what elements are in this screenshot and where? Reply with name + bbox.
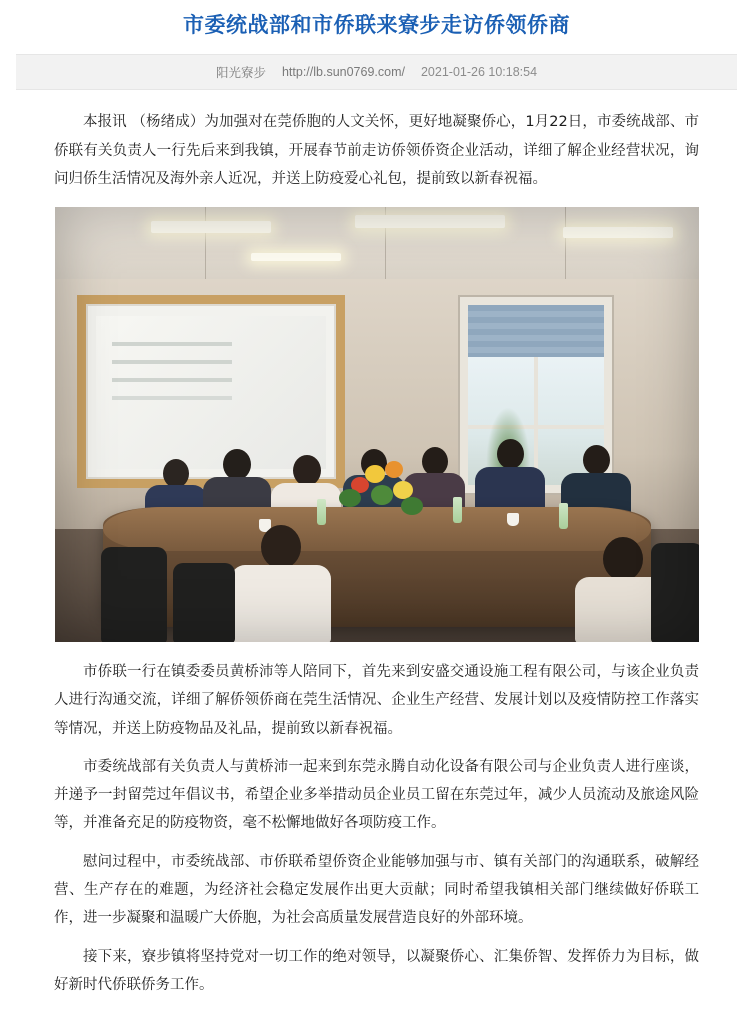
tea-cup [507,513,519,526]
meta-url[interactable]: http://lb.sun0769.com/ [281,65,405,80]
ceiling-light [151,221,271,233]
water-bottle [453,497,462,523]
person-head [261,525,301,569]
office-chair [101,547,167,642]
person-body [231,565,331,642]
ceiling-light [355,215,505,228]
water-bottle [317,499,326,525]
ceiling-line [565,207,566,279]
page-title: 市委统战部和市侨联来寮步走访侨领侨商 [183,14,570,37]
whiteboard-writing [112,342,232,346]
foliage [339,489,361,507]
paragraph: 市委统战部有关负责人与黄桥沛一起来到东莞永腾自动化设备有限公司与企业负责人进行座谈，并递予一封留莞过年倡议书，希望企业多举措动员企业员工留在东莞过年，减少人员流动及旅途风险等，并准备充足的防疫物资，毫不松懈地做好各项防疫工作。 [54,758,699,832]
water-bottle [559,503,568,529]
flower-arrangement [337,459,433,525]
person-head [603,537,643,581]
article-figure [54,207,699,642]
person-head [163,459,189,488]
person-head [293,455,321,486]
paragraph: 慰问过程中，市委统战部、市侨联希望侨资企业能够加强与市、镇有关部门的沟通联系，破解经营、生产存在的难题，为经济社会稳定发展作出更大贡献；同时希望我镇相关部门继续做好侨联工作，进一步凝聚和温暖广大侨胞，为社会高质量发展营造良好的外部环境。 [54,853,699,927]
paragraph: 市侨联一行在镇委委员黄桥沛等人陪同下，首先来到安盛交通设施工程有限公司，与该企业负责人进行沟通交流，详细了解侨领侨商在莞生活情况、企业生产经营、发展计划以及疫情防控工作落实等情况，并送上防疫物品及礼品，提前致以新春祝福。 [54,664,699,737]
ceiling-line [205,207,206,279]
person-head [583,445,610,475]
paragraph: 本报讯 （杨绪成）为加强对在莞侨胞的人文关怀，更好地凝聚侨心，1月22日，市委统战部、市侨联有关负责人一行先后来到我镇，开展春节前走访侨领侨资企业活动，详细了解企业经营状况，询问归侨生活情况及海外亲人近况，并送上防疫爱心礼包，提前致以新春祝福。 [54,114,699,187]
article-body [0,90,753,1033]
ceiling-light [251,253,341,261]
article-meta-bar [16,54,737,90]
window-mullion [534,357,538,485]
whiteboard-surface [96,316,326,469]
flower [385,461,403,478]
foliage [401,497,423,515]
foliage [371,485,393,505]
person-head [497,439,524,469]
office-chair [173,563,235,642]
office-chair [651,543,699,642]
paragraph: 接下来，寮步镇将坚持党对一切工作的绝对领导，以凝聚侨心、汇集侨智、发挥侨力为目标，做好新时代侨联侨务工作。 [54,948,699,993]
ceiling-light [563,227,673,238]
meta-source: 阳光寮步 [215,66,266,81]
meeting-photo [55,207,699,642]
window-blind [468,305,604,357]
person-head [223,449,251,480]
meta-datetime: 2021-01-26 10:18:54 [420,65,538,80]
